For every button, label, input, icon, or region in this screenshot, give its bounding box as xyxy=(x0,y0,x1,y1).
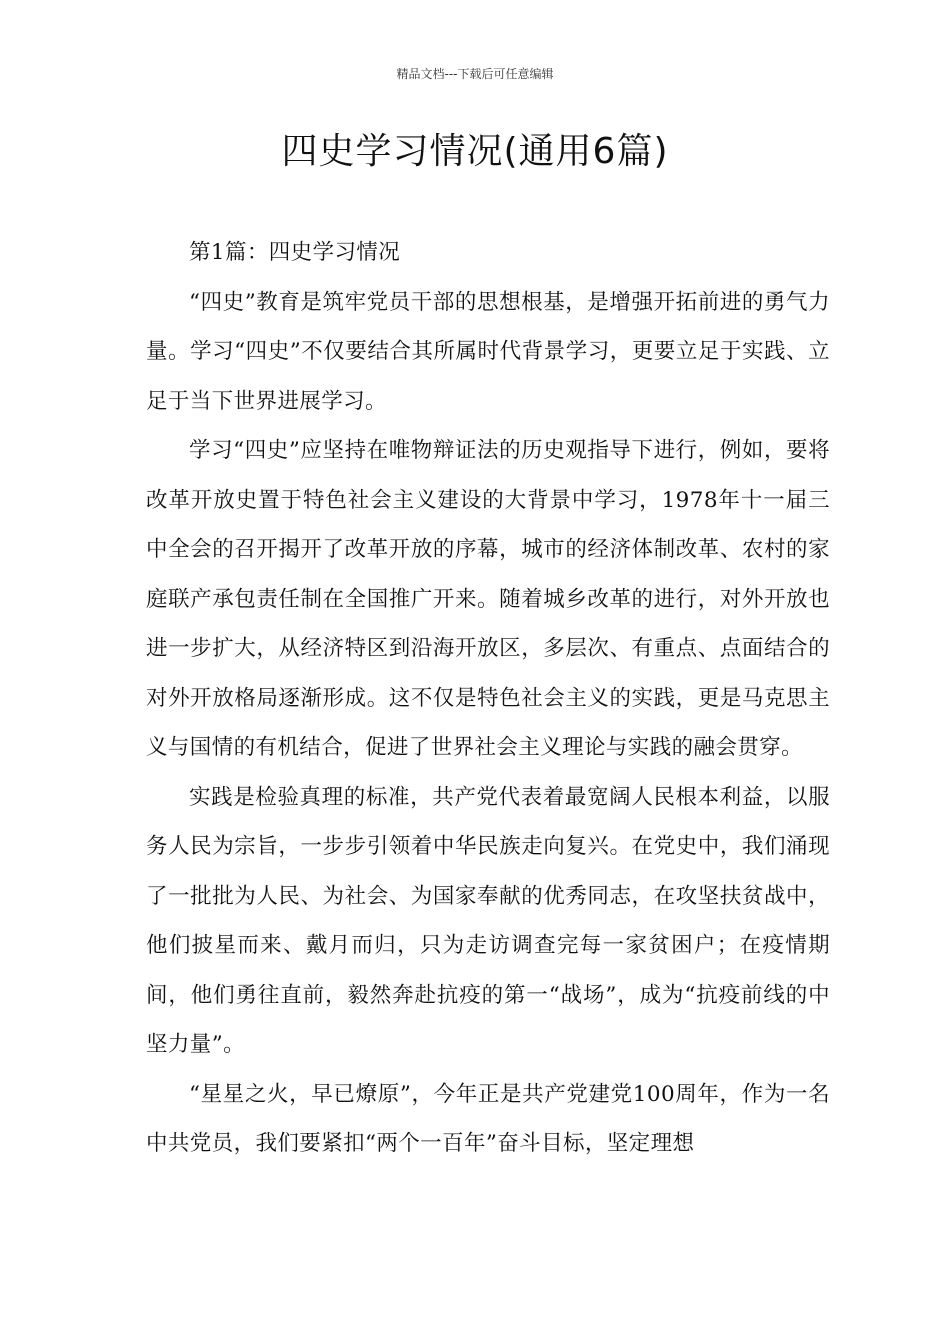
paragraph-3: 实践是检验真理的标准，共产党代表着最宽阔人民根本利益，以服务人民为宗旨，一步步引领着中华民族走向复兴。在党史中，我们涌现了一批批为人民、为社会、为国家奉献的优秀同志，在攻坚扶贫战中，他们披星而来、戴月而归，只为走访调查完每一家贫困户；在疫情期间，他们勇往直前，毅然奔赴抗疫的第一“战场”，成为“抗疫前线的中坚力量”。 xyxy=(146,784,830,1057)
paragraph-4: “星星之火，早已燎原”，今年正是共产党建党100周年，作为一名中共党员，我们要紧扣“两个一百年”奋斗目标，坚定理想 xyxy=(146,1081,830,1156)
document-title: 四史学习情况(通用6篇) xyxy=(281,131,669,172)
chapter-heading: 第1篇：四史学习情况 xyxy=(189,240,401,265)
paragraph-1: “四史”教育是筑牢党员干部的思想根基，是增强开拓前进的勇气力量。学习“四史”不仅要结合其所属时代背景学习，更要立足于实践、立足于当下世界进展学习。 xyxy=(146,289,830,414)
paragraph-2: 学习“四史”应坚持在唯物辩证法的历史观指导下进行，例如，要将改革开放史置于特色社会主义建设的大背景中学习，1978年十一届三中全会的召开揭开了改革开放的序幕，城市的经济体制改革、农村的家庭联产承包责任制在全国推广开来。随着城乡改革的进行，对外开放也进一步扩大，从经济特区到沿海开放区，多层次、有重点、点面结合的对外开放格局逐渐形成。这不仅是特色社会主义的实践，更是马克思主义与国情的有机结合，促进了世界社会主义理论与实践的融会贯穿。 xyxy=(146,438,830,760)
document-body xyxy=(146,228,830,1169)
header-watermark: 精品文档---下载后可任意编辑 xyxy=(396,67,554,81)
